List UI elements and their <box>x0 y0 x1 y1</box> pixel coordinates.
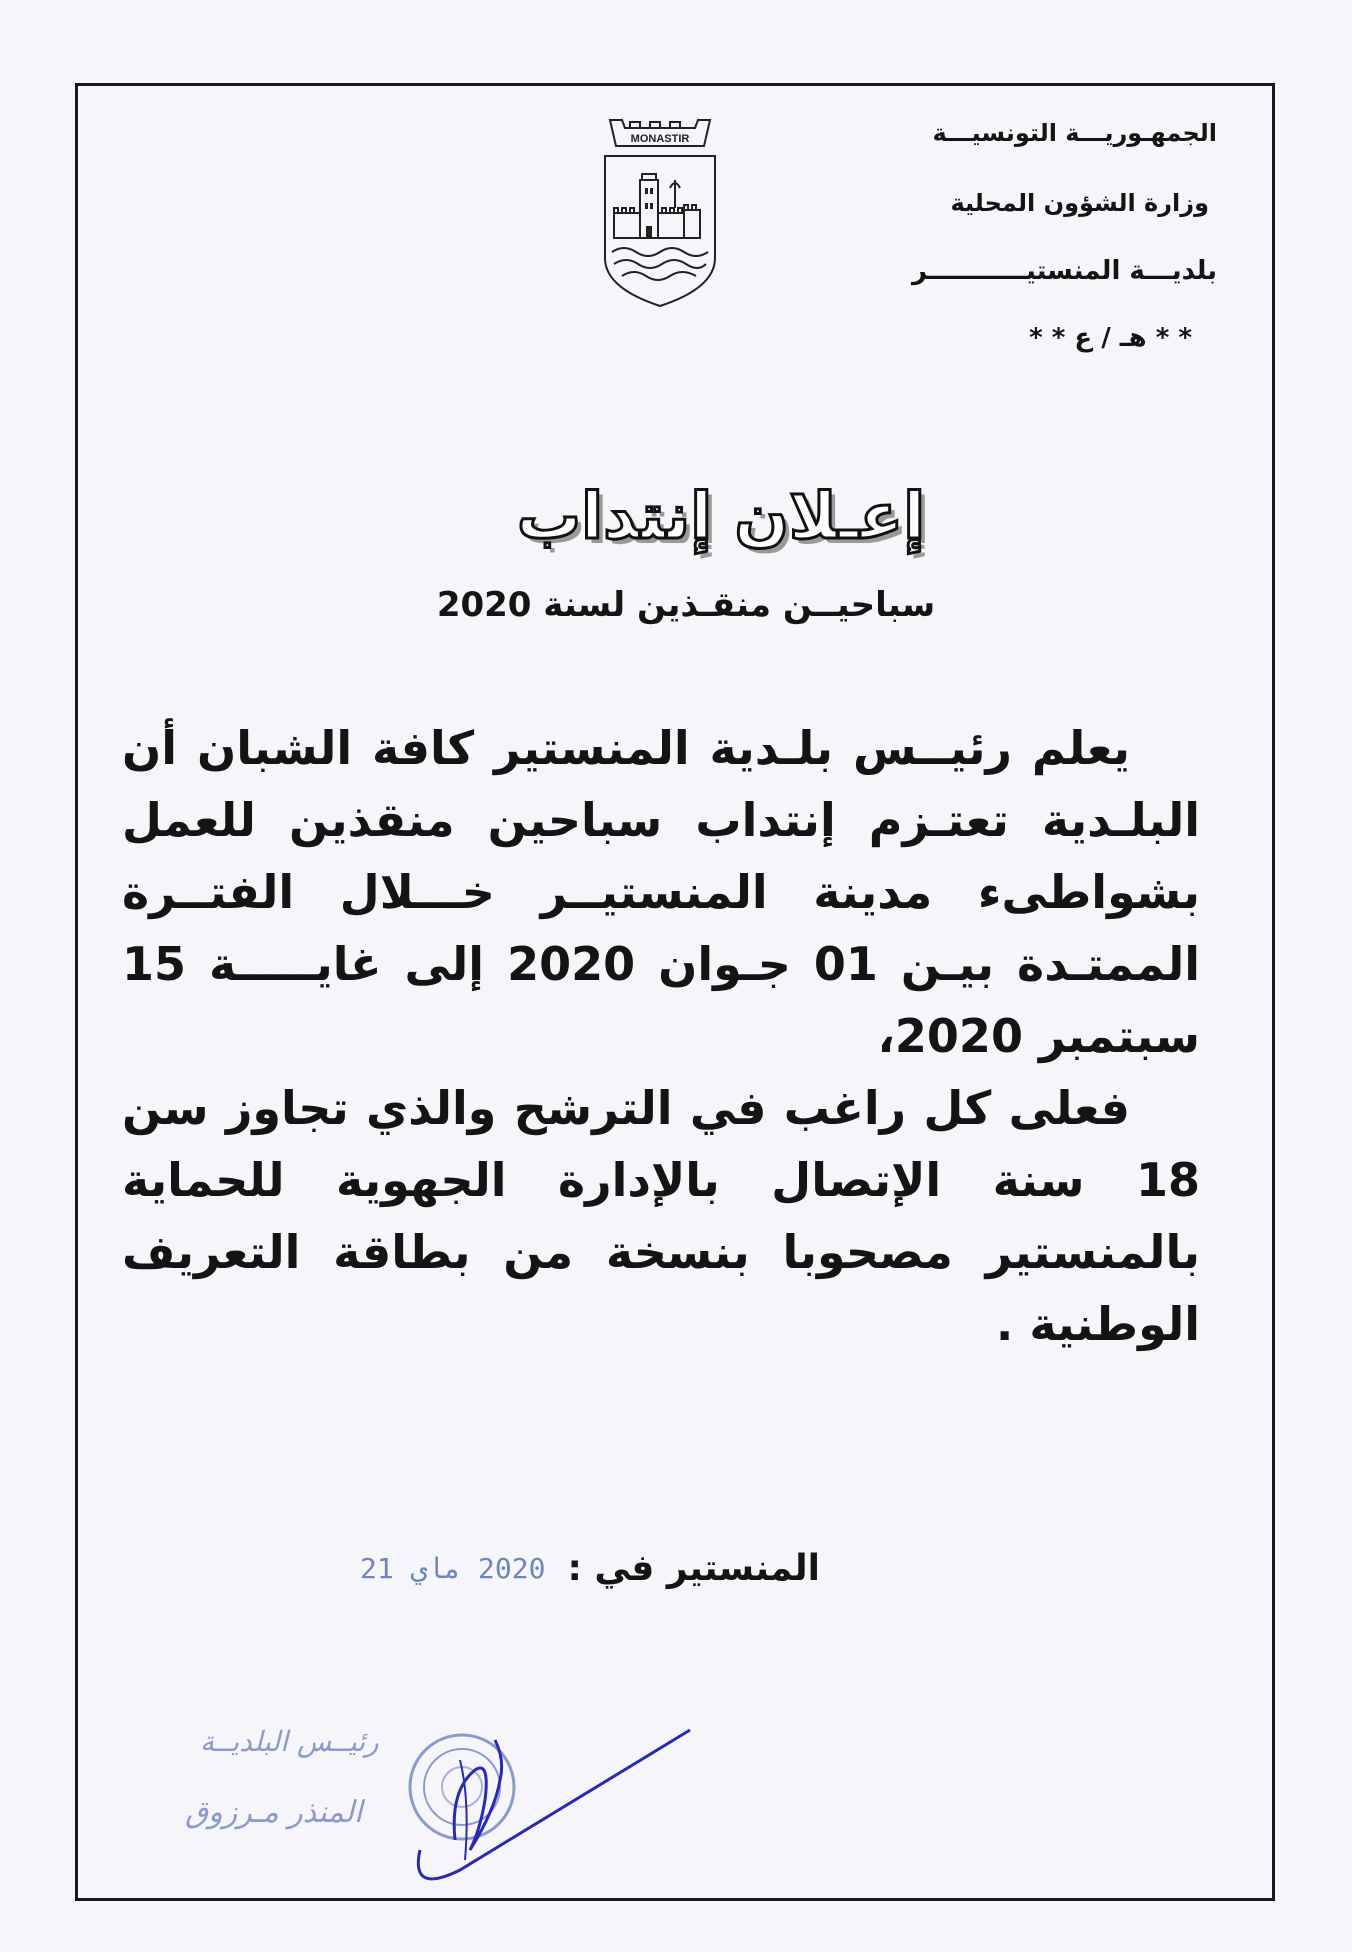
republic-name: الجمهـوريـــة التونسيـــة <box>932 119 1217 147</box>
announcement-title-wrap <box>0 480 1352 554</box>
announcement-subtitle <box>0 585 1352 625</box>
announcement-body <box>122 712 1200 1360</box>
monastir-coat-of-arms-icon <box>600 118 720 308</box>
body-paragraph-1: يعلم رئيــس بلـدية المنستير كافة الشبان أن البلـدية تعتـزم إنتداب سباحين منقذين للعمل بشواطىء مدينة المنستيــر خـــلال الفتــرة الممتـدة بيـن 01 جـوان 2020 إلى غايـــــة 15 سبتمبر 2020، <box>122 721 1200 1063</box>
body-paragraph-2: فعلى كل راغب في الترشح والذي تجاوز سن 18 سنة الإتصال بالإدارة الجهوية للحماية بالمنستير مصحوبا بنسخة من بطاقة التعريف الوطنية . <box>122 1081 1200 1351</box>
date-stamp: 2020 ماي 21 <box>359 1552 546 1585</box>
date-label: المنستير في : <box>567 1548 820 1589</box>
announcement-title: إعـلان إنتداب <box>516 480 926 554</box>
date-line <box>330 1548 820 1589</box>
emblem-label: MONASTIR <box>630 133 690 145</box>
handwritten-signature-icon <box>400 1700 710 1900</box>
signatory-title: رئيــس البلديــة <box>200 1725 379 1758</box>
municipality-name: بلديـــة المنستيـــــــــــر <box>912 256 1217 286</box>
announcement-subtitle-text: سباحيــن منقـذين لسنة 2020 <box>436 585 936 625</box>
signature-block <box>185 1700 625 1880</box>
ministry-name: وزارة الشؤون المحلية <box>950 189 1209 217</box>
signatory-name: المنذر مـرزوق <box>185 1795 363 1830</box>
reference-code: * * هـ / ع * * <box>1029 323 1192 353</box>
